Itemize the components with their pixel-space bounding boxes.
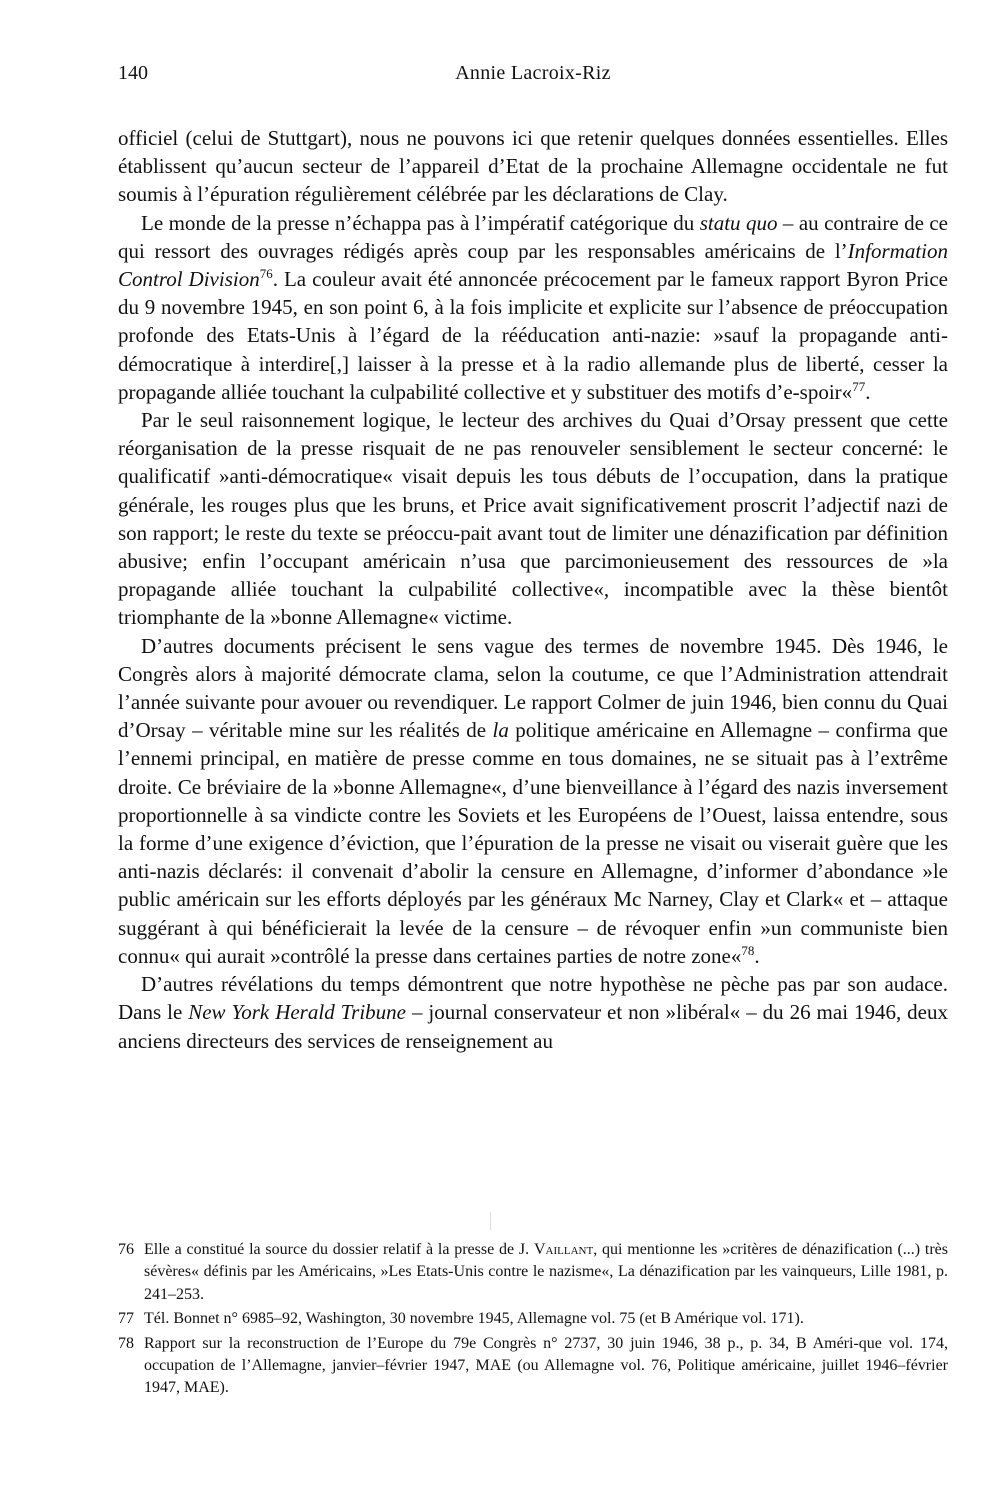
page-number: 140 bbox=[118, 62, 148, 84]
page-mark bbox=[490, 1212, 491, 1230]
text-run: – journal conservateur et non »libéral« – du 26 mai 1946, deux anciens directeurs des services de renseignement au bbox=[118, 1000, 948, 1053]
italic-text: statu quo bbox=[699, 210, 778, 235]
text-run: Le monde de la presse n’échappa pas à l’impératif catégorique du bbox=[141, 210, 700, 235]
text-run: Par le seul raisonnement logique, le lecteur des archives du Quai d’Orsay pressent que cette réorganisation de la presse risquait de ne pas renouveler sensiblement le secteur concerné: le qualificatif »anti-démocratique« visait depuis les tous débuts de l’occupation, dans la pratique générale, les rouges plus que les bruns, et Price avait significativement proscrit l’adjectif nazi de son rapport; le reste du texte se préoccu-pait avant tout de limiter une dénazification par définition abusive; enfin l’occupant américain n’usa que parcimonieusement des ressources de »la propagande alliée touchant la culpabilité collective«, incompatible avec la thèse bientôt triomphante de la »bonne Allemagne« victime. bbox=[118, 408, 948, 630]
footnote-reference: 78 bbox=[741, 942, 755, 958]
footnotes bbox=[118, 1239, 948, 1402]
text-run: D’autres révélations du temps démontrent que notre hypothèse ne pèche pas par son audace. Dans le bbox=[118, 972, 948, 1025]
paragraph bbox=[118, 970, 948, 1055]
footnote-number: 78 bbox=[118, 1334, 134, 1352]
text-run: D’autres documents précisent le sens vague des termes de novembre 1945. Dès 1946, le Congrès alors à majorité démocrate clama, selon la coutume, ce que l’Administration attendrait l’année suivante pour avouer ou revendiquer. Le rapport Colmer de juin 1946, bien connu du Quai d’Orsay – véritable mine sur les réalités de bbox=[118, 633, 948, 743]
footnote-number: 76 bbox=[118, 1241, 134, 1258]
small-caps-text: Vaillant bbox=[533, 1241, 594, 1258]
text-run: , qui mentionne les »critères de dénazification (...) très sévères« définis par les Américains, »Les Etats-Unis contre le nazisme«, La dénazification par les vainqueurs, Lille 1981, p. 241–253. bbox=[144, 1241, 949, 1303]
paragraph bbox=[118, 124, 948, 209]
text-run: . bbox=[754, 943, 760, 968]
footnote-reference: 76 bbox=[259, 266, 273, 282]
footnote-text bbox=[144, 1241, 948, 1303]
page-header bbox=[118, 62, 948, 96]
paragraph bbox=[118, 209, 948, 406]
footnote bbox=[118, 1239, 948, 1306]
text-run: – au contraire de ce qui ressort des ouvrages rédigés après coup par les responsables américains de l’ bbox=[118, 210, 948, 263]
italic-text: Information Control Division bbox=[118, 238, 948, 292]
text-run: Rapport sur la reconstruction de l’Europe du 79e Congrès n° 2737, 30 juin 1946, 38 p., p. 34, B Améri-que vol. 174, occupation de l’Allemagne, janvier–février 1947, MAE (ou Allemagne vol. 76, Politique américaine, juillet 1946–février 1947, MAE). bbox=[144, 1334, 948, 1397]
footnote-number: 77 bbox=[118, 1310, 134, 1328]
paragraph bbox=[118, 406, 948, 632]
text-run: Elle a constitué la source du dossier relatif à la presse de J. bbox=[144, 1241, 534, 1258]
footnote-text bbox=[144, 1310, 804, 1327]
paragraph bbox=[118, 632, 948, 970]
text-run: politique américaine en Allemagne – confirma que l’ennemi principal, en matière de presse comme en tous domaines, ne se situait pas à l’extrême droite. Ce bréviaire de la »bonne Allemagne«, d’une bienveillance à l’égard des nazis inversement proportionnelle à sa vindicte contre les Soviets et les Européens de l’Ouest, laissa entendre, sous la forme d’une exigence d’éviction, que l’épuration de la presse ne visait ou viserait guère que les anti-nazis déclarés: il convenait d’abolir la censure en Allemagne, d’informer d’abondance »le public américain sur les efforts déployés par les généraux Mc Narney, Clay et Clark« et – attaque suggérant à qui bénéficierait la levée de la censure – de révoquer enfin »un communiste bien connu« qui aurait »contrôlé la presse dans certaines parties de notre zone« bbox=[118, 718, 949, 968]
book-page bbox=[118, 62, 948, 1055]
text-run: . La couleur avait été annoncée précocement par le fameux rapport Byron Price du 9 novembre 1945, en son point 6, à la fois implicite et explicite sur l’absence de préoccupation profonde des Etats-Unis à l’égard de la rééducation anti-nazie: »sauf la propagande anti-démocratique à interdire[,] laisser à la presse et à la radio allemande plus de liberté, cesser la propagande alliée touchant la culpabilité collective et y substituer des motifs d’e-spoir« bbox=[118, 267, 948, 404]
text-run: officiel (celui de Stuttgart), nous ne pouvons ici que retenir quelques données essentielles. Elles établissent qu’aucun secteur de l’appareil d’Etat de la prochaine Allemagne occidentale ne fut soumis à l’épuration régulièrement célébrée par les déclarations de Clay. bbox=[118, 126, 948, 207]
text-run: Tél. Bonnet n° 6985–92, Washington, 30 novembre 1945, Allemagne vol. 75 (et B Amérique vol. 171). bbox=[144, 1310, 804, 1328]
italic-text: New York Herald Tribune bbox=[188, 1000, 406, 1025]
footnote bbox=[118, 1308, 948, 1330]
body-text bbox=[118, 124, 948, 1055]
footnote bbox=[118, 1333, 948, 1400]
footnote-reference: 77 bbox=[852, 378, 866, 394]
italic-text: la bbox=[492, 718, 509, 743]
footnote-text bbox=[144, 1335, 948, 1397]
text-run: . bbox=[865, 379, 871, 404]
running-head: Annie Lacroix-Riz bbox=[455, 62, 611, 84]
